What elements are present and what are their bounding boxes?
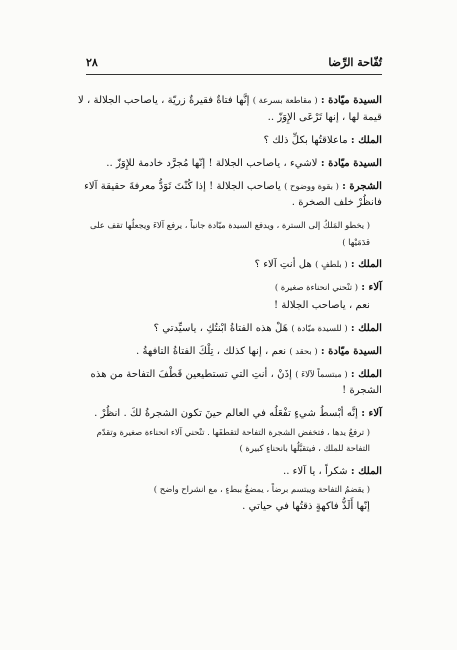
dialogue-line <box>76 463 382 481</box>
speaker-name: آلاء : <box>361 281 382 294</box>
dialogue-text: نعم ، إنها كذلك ، تِلْكَ الفتاةُ التافهةُ . <box>135 345 290 357</box>
speaker-name: الملك : <box>350 257 382 270</box>
dialogue-line <box>76 366 382 400</box>
dialogue-line <box>76 132 382 150</box>
dialogue-text: نعم ، ياصاحب الجلالة ! <box>273 299 370 311</box>
dialogue-text: إنَّها فتاةٌ فقيرةٌ زريّة ، ياصاحب الجلالة ، لا قيمة لها ، إنها تَرْعَى الإِوَزّ .. <box>77 95 382 123</box>
dialogue-text: إنَّه أبْسطُ شيءٍ تفْعَلُه في العالم حينَ تكون الشجرةُ لكَ . انظُرْ . <box>94 408 362 420</box>
speaker-name: آلاء : <box>361 407 382 420</box>
speaker-name: السيدة ميّادة : <box>320 94 382 106</box>
speaker-name: الملك : <box>350 321 382 334</box>
stage-direction: ( مقاطعة بسرعة ) <box>252 95 318 105</box>
stage-direction-block <box>76 217 382 250</box>
stage-direction: ( للسيدة ميّادة ) <box>291 322 348 333</box>
stage-direction: ( يقضمُ التفاحة ويبتسم برضاً ، يمضغُ ببطءٍ ، مع انشراح واضح ) <box>153 484 370 495</box>
speaker-name: السيدة ميّادة : <box>320 344 382 357</box>
speaker-name: الملك : <box>350 367 382 380</box>
dialogue-text: ياصاحب الجلالة ! إذا كُنْتَ تَوَدُّ معرفةَ حقيقة آلاء فانظُرْ خلف الصخرة . <box>84 180 382 209</box>
speaker-name: الشجرة : <box>342 179 382 192</box>
dialogue-line <box>76 499 382 516</box>
dialogue-text: هَلْ هذه الفتاةُ ابْنتُكِ ، ياسيِّدتي ؟ <box>153 322 292 334</box>
dialogue-text: ماعلاقتُها بكلِّ ذلك ؟ <box>263 134 351 146</box>
dialogue-line <box>76 155 382 173</box>
stage-direction: ( بقوة ووضوح ) <box>284 180 339 191</box>
stage-direction-block <box>76 424 382 457</box>
dialogue-text: شكراً ، يا آلاء .. <box>282 465 351 477</box>
page-number: ٢٨ <box>86 56 98 69</box>
dialogue-text: لاشيء ، ياصاحب الجلالة ! إنّها مُجرَّد خادمة للإِوَزّ .. <box>106 157 321 169</box>
dialogue-text: إنّها أَلَذُّ فاكهةٍ ذقتُها في حياتي . <box>242 500 370 512</box>
stage-direction: ( مبتسماً لآلاءَ ) <box>295 368 348 379</box>
speaker-name: السيدة ميّادة : <box>320 156 382 169</box>
running-header <box>86 56 382 75</box>
book-title: تُفّاحة الرِّضا <box>328 56 382 69</box>
dialogue-line <box>76 343 382 361</box>
speaker-name: الملك : <box>350 133 382 146</box>
play-text <box>76 92 382 521</box>
stage-direction: ( تنْحني انحناءة صغيرة ) <box>274 282 358 293</box>
dialogue-text: إذَنْ ، أنتِ التي تستطيعين قَطْفَ التفاحة من هذه الشجرة ! <box>90 368 382 397</box>
dialogue-text: هل أنتِ آلاء ؟ <box>254 258 316 270</box>
dialogue-line <box>76 256 382 274</box>
dialogue-line <box>76 320 382 338</box>
dialogue-line <box>76 298 382 315</box>
stage-direction-block <box>76 481 382 498</box>
stage-direction: ( يخطو المَلكُ إلى السترة ، ويدفع السيدة ميّادة جانباً ، يرفع آلاءَ ويجعلُها تقف على قدَمَيْها ) <box>90 220 370 247</box>
speaker-name: الملك : <box>350 464 382 477</box>
stage-direction: ( ترفعُ يدها ، فتخفض الشجرة التفاحة لتقطفَها . تنْحني آلاء انحناءة صغيرة وتقدّم التفاحة للملك ، فيتقبَّلُها بانحناءٍ كبيرة ) <box>96 426 370 454</box>
stage-direction: ( بحقد ) <box>289 345 318 356</box>
stage-direction: ( بلطفٍ ) <box>315 258 348 269</box>
dialogue-line <box>76 178 382 212</box>
dialogue-line <box>76 405 382 423</box>
dialogue-line <box>76 92 382 126</box>
dialogue-line <box>76 279 382 297</box>
